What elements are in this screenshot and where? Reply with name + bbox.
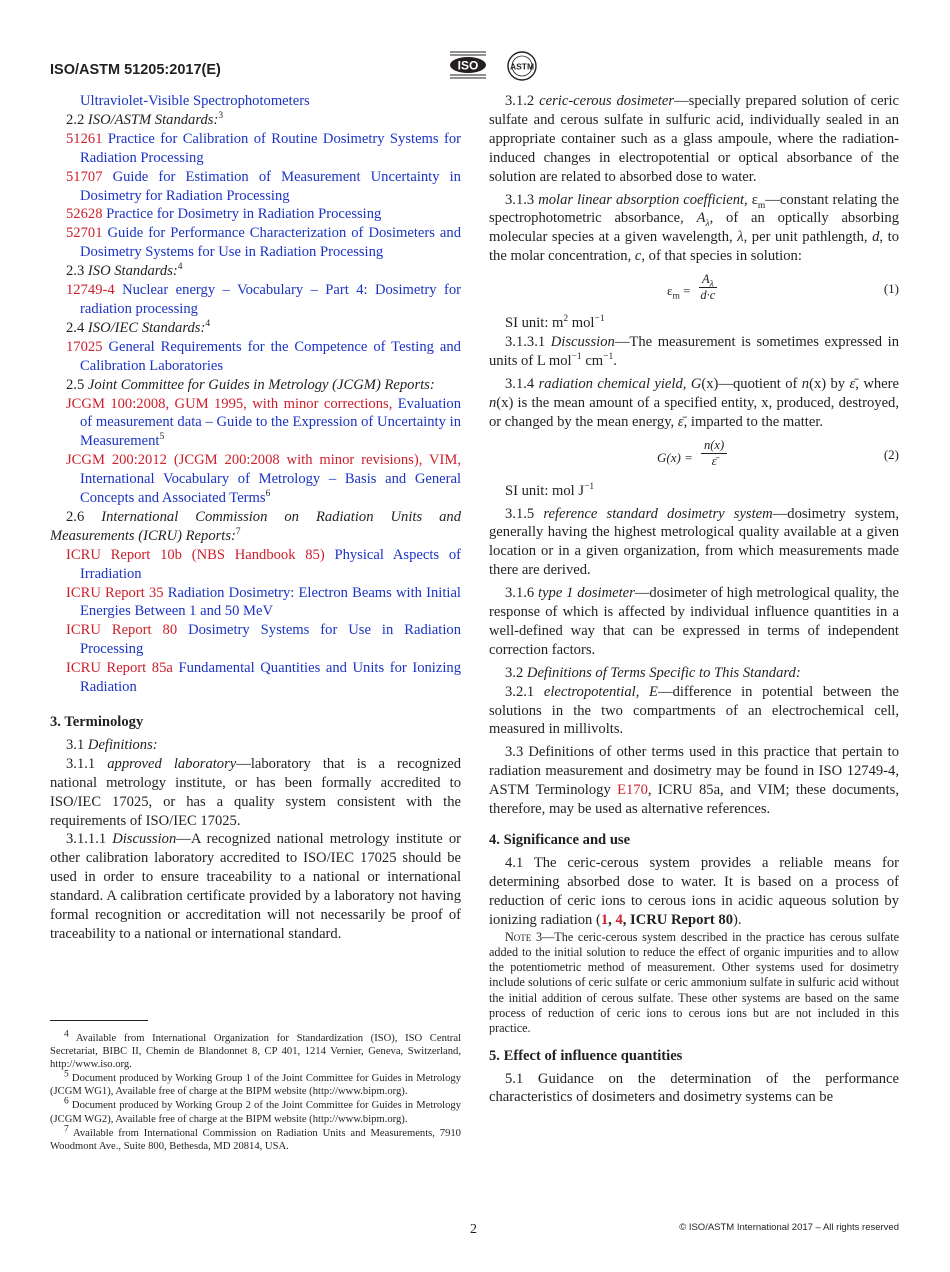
ref-52628[interactable]: 52628 Practice for Dosimetry in Radiation Processing: [66, 206, 382, 223]
ref-51707[interactable]: 51707 Guide for Estimation of Measurement Uncertainty in Dosimetry for Radiation Processing: [66, 168, 461, 204]
discussion-3-1-3-1: 3.1.3.1 Discussion—The measurement is sometimes expressed in units of L mol$^{-1}$ $cm^{-1}$.: [489, 334, 899, 369]
section-2-3: 2.3 ISO Standards:$^4$: [66, 262, 183, 280]
ref-jcgm-100[interactable]: JCGM 100:2008, GUM 1995, with minor corrections, Evaluation of measurement data – Guide to the Expression of Uncertainty in Measurement$^5$: [66, 395, 461, 450]
section-4-1: 4.1 The ceric-cerous system provides a reliable means for determining absorbed dose to water. It is based on a process of reduction of ceric ions to cerous ions in acidic aqueous solution by ionizing radiation (1, 4, ICRU Report 80).: [489, 854, 899, 928]
definition-reference-standard: 3.1.5 reference standard dosimetry system—dosimetry system, generally having the highest metrological quality available at a given location or in a given organization, from which measurements made there are derived.: [489, 505, 899, 579]
section-3-1: 3.1 Definitions:: [66, 736, 158, 753]
section-5-1: 5.1 Guidance on the determination of the performance characteristics of dosimeters and dosimetry systems can be: [489, 1070, 899, 1106]
si-unit-2: SI unit: mol $J^{-1}$: [505, 481, 595, 499]
astm-logo: [504, 50, 540, 82]
footnote-6: $^6$ Document produced by Working Group 2 of the Joint Committee for Guides in Metrology (JCGM WG2), Available free of charge at the BIPM website (http://www.bipm.org).: [50, 1096, 461, 1125]
section-2-6: 2.6 International Commission on Radiation Units and Measurements (ICRU) Reports:$^7$: [50, 508, 461, 544]
ref-jcgm-200[interactable]: JCGM 200:2012 (JCGM 200:2008 with minor revisions), VIM, International Vocabulary of Metrology – Basis and General Concepts and Associated Terms$^6$: [66, 452, 461, 507]
footnote-5: $^5$ Document produced by Working Group 1 of the Joint Committee for Guides in Metrology (JCGM WG1), Available free of charge at the BIPM website (http://www.bipm.org).: [50, 1069, 461, 1098]
definition-molar-absorption: 3.1.3 molar linear absorption coefficient, $\varepsilon_m—constant$ relating the spectrophotometric absorbance, $A_\lambda$, of an optically absorbing molecular species at a given wavelength, λ, per unit pathlength, d, to the molar concentration, c, of that species in solution:: [489, 191, 900, 265]
equation-2: G(x) = $\frac{n(x)}{\varepsilon̄}$ (2): [657, 437, 899, 468]
si-unit-1: SI unit: $m^2$ mol$^{-1}$: [505, 314, 605, 332]
link-e170[interactable]: E170: [617, 782, 648, 799]
ref-51261[interactable]: 51261 Practice for Calibration of Routine Dosimetry Systems for Radiation Processing: [66, 130, 461, 166]
iso-logo-text: ISO: [457, 58, 479, 73]
equation-1: $\varepsilon_m$ = $\frac{A_\lambda}{d\cdot c}$ (1): [667, 272, 899, 303]
definition-type-1-dosimeter: 3.1.6 type 1 dosimeter—dosimeter of high metrological quality, the response of which is affected by individual influence quantities in a well-defined way that can be expressed in terms of independent correction factors.: [489, 585, 899, 658]
ref-uv-spectrophotometers[interactable]: Ultraviolet-Visible Spectrophotometers: [80, 93, 310, 109]
ref-17025[interactable]: 17025 General Requirements for the Competence of Testing and Calibration Laboratories: [66, 338, 461, 374]
ref-link-1[interactable]: 1: [600, 911, 609, 928]
copyright: © ISO/ASTM International 2017 – All rights reserved: [679, 1222, 899, 1233]
definition-approved-laboratory: 3.1.1 approved laboratory—laboratory that is a recognized national metrology institute, or has been formally accredited to ISO/IEC 17025, or has a quality system consistent with the requirements of ISO/IEC 17025.: [50, 755, 462, 829]
section-3-2: 3.2 Definitions of Terms Specific to This Standard:: [505, 664, 801, 681]
section-2-5: 2.5 Joint Committee for Guides in Metrology (JCGM) Reports:: [66, 376, 435, 393]
footnote-rule: [50, 1020, 148, 1021]
ref-icru-35[interactable]: ICRU Report 35 Radiation Dosimetry: Electron Beams with Initial Energies Between 1 and 50 MeV: [66, 584, 461, 620]
note-3: Note 3—The ceric-cerous system described in the practice has cerous sulfate added to the initial solution to reduce the effect of organic impurities and to allow the potentiometric method of measurement. Other systems used for dosimetry include solutions of ceric sulfate or ceric ammonium sulfate in sulfuric acid without the initial addition of cerous sulfate. These other systems are based on the same process of reduction of ceric ions to cerous ions but are not included in this practice.: [489, 929, 900, 1036]
ref-icru-85a[interactable]: ICRU Report 85a Fundamental Quantities and Units for Ionizing Radiation: [66, 660, 461, 696]
heading-significance: 4. Significance and use: [489, 832, 631, 848]
heading-terminology: 3. Terminology: [50, 714, 144, 730]
heading-influence-quantities: 5. Effect of influence quantities: [489, 1047, 683, 1064]
definition-electropotential: 3.2.1 electropotential, E—difference in potential between the solutions in the two compartments of an electrochemical cell, measured in millivolts.: [489, 683, 899, 738]
section-3-3: 3.3 Definitions of other terms used in this practice that pertain to radiation measurement and dosimetry may be found in ISO 12749-4, ASTM Terminology E170, ICRU 85a, and VIM; these documents, therefore, may be used as alternative references.: [489, 744, 899, 818]
ref-52701[interactable]: 52701 Guide for Performance Characterization of Dosimeters and Dosimetry Systems for Use in Radiation Processing: [66, 225, 461, 261]
page-number: 2: [470, 1222, 477, 1237]
astm-logo-text: ASTM: [509, 61, 535, 72]
ref-icru-report-80: ICRU Report 80: [630, 911, 734, 928]
section-2-2: 2.2 ISO/ASTM Standards:$^3$: [66, 111, 224, 128]
ref-icru-80[interactable]: ICRU Report 80 Dosimetry Systems for Use in Radiation Processing: [66, 622, 461, 658]
definition-ceric-cerous-dosimeter: 3.1.2 ceric-cerous dosimeter—specially prepared solution of ceric sulfate and cerous sulfate in sulfuric acid, individually sealed in an appropriate container such as a glass ampoule, where the radiation-induced changes in electropotential or optical absorbance of the solution are related to absorbed dose to water.: [489, 93, 899, 185]
ref-12749-4[interactable]: 12749-4 Nuclear energy – Vocabulary – Part 4: Dosimetry for radiation processing: [66, 282, 461, 317]
ref-link-4[interactable]: 4: [615, 911, 623, 928]
right-column: [489, 92, 899, 1107]
ref-icru-10b[interactable]: ICRU Report 10b (NBS Handbook 85) Physical Aspects of Irradiation: [66, 546, 461, 582]
iso-logo: [448, 48, 488, 82]
section-2-4: 2.4 ISO/IEC Standards:$^4$: [66, 319, 211, 336]
left-column: [50, 92, 461, 944]
footnotes: [50, 1029, 461, 1154]
footnote-4: $^4$ Available from International Organization for Standardization (ISO), ISO Central Secretariat, BIBC II, Chemin de Blandonnet 8, CP 401, 1214 Vernier, Geneva, Switzerland, http://www.iso.org.: [50, 1029, 461, 1071]
definition-radiation-chemical-yield: 3.1.4 radiation chemical yield, G(x)—quotient of n(x) by ε̄, where n(x) is the mean amount of a specified entity, x, produced, destroyed, or changed by the mean energy, ε̄, imparted to the matter.: [489, 375, 899, 430]
footnote-7: $^7$ Available from International Commission on Radiation Units and Measurements, 7910 Woodmont Ave., Suite 800, Bethesda, MD 20814, USA.: [50, 1124, 461, 1152]
document-id: ISO/ASTM 51205:2017(E): [50, 62, 221, 78]
discussion-3-1-1-1: 3.1.1.1 Discussion—A recognized national metrology institute or other calibration laboratory accredited to ISO/IEC 17025 should be used in order to ensure traceability to a national or international standard. A calibration certificate provided by a laboratory not having formal recognition or accreditation will not necessarily be proof of traceability to a national or international standard.: [50, 831, 461, 942]
